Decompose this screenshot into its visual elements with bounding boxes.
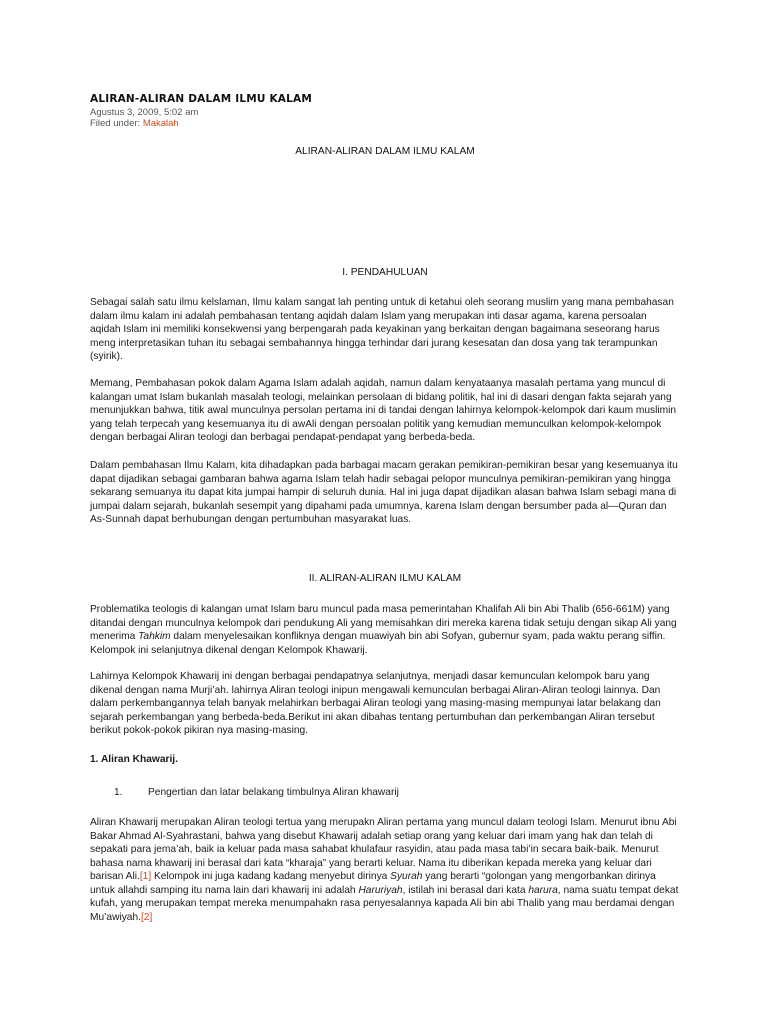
paragraph-6 bbox=[90, 816, 680, 924]
footnote-link-2[interactable]: [2] bbox=[140, 911, 153, 923]
paragraph-6-italic-haruriyah: Haruriyah bbox=[358, 884, 403, 896]
paragraph-4-italic: Tahkim bbox=[138, 631, 171, 642]
paragraph-3: Dalam pembahasan Ilmu Kalam, kita dihadapkan pada barbagai macam gerakan pemikiran-pemikiran besar yang kesemuanya itu dapat dijadikan sebagai gambaran bahwa agama Islam telah hadir sebagai pelopor munculnya pemikiran-pemikiran yang hingga sekarang semuanya itu dapat kita jumpai hampir di seluruh dunia. Hal ini juga dapat dijadikan alasan bahwa Islam sebagi mana di jumpai dalam sejarah, bukanlah sesempit yang dipahami pada umumnya, karena Islam dengan bersumber pada al—Quran dan As-Sunnah dapat berhubungan dengan pertumbuhan masyarakat luas. bbox=[90, 460, 678, 525]
post-meta bbox=[90, 107, 198, 129]
footnote-link-1[interactable]: [1] bbox=[139, 871, 152, 882]
paragraph-2: Memang, Pembahasan pokok dalam Agama Islam adalah aqidah, namun dalam kenyataanya masalah pertama yang muncul di kalangan umat Islam bukanlah masalah teologi, melainkan persolaan di bidang politik, hal ini di dasari dengan fakta sejarah yang menunjukkan bahwa, titik awal munculnya persolan pertama ini di tandai dengan lahirnya kelompok-kelompok dari kaum muslimin yang telah terpecah yang kesemuanya itu di awAli dengan persoalan politik yang kemudian memunculkan kelompok-kelompok dengan berbagai Aliran teologi dan berbagai pendapat-pendapat yang berbeda-beda. bbox=[90, 378, 677, 443]
paragraph-6-italic-harura: harura bbox=[528, 884, 558, 896]
paragraph-4-text-a: Problematika teologis di kalangan umat Islam baru muncul pada masa pemerintahan Khalifah Ali bin Abi Thalib (656-661M) yang ditandai dengan munculnya kelompok dari pendukung Ali yang memisahkan diri mereka karena tidak setuju dengan sikap Ali yang menerima bbox=[90, 604, 677, 642]
paragraph-6-italic-syurah: Syurah bbox=[390, 871, 423, 882]
subheading-aliran-khawarij: 1. Aliran Khawarij. bbox=[90, 754, 178, 765]
section-heading-aliran: II. ALIRAN-ALIRAN ILMU KALAM bbox=[308, 573, 462, 584]
paragraph-4-text-b: dalam menyelesaikan konfliknya dengan muawiyah bin abi Sofyan, gubernur syam, pada waktu perang siffin. Kelompok ini selanjutnya dikenal dengan Kelompok Khawarij. bbox=[90, 631, 666, 656]
list-number: 1. bbox=[114, 787, 123, 798]
paragraph-4 bbox=[90, 603, 680, 657]
list-item-text: Pengertian dan latar belakang timbulnya Aliran khawarij bbox=[148, 787, 399, 798]
post-title: ALIRAN-ALIRAN DALAM ILMU KALAM bbox=[90, 93, 312, 105]
paragraph-6-text-a: Aliran Khawarij merupakan Aliran teologi tertua yang merupakn Aliran pertama yang muncul dalam teologi Islam. Menurut ibnu Abi Bakar Ahmad Al-Syahrastani, bahwa yang disebut Khawarij adalah setiap orang yang keluar dari imam yang hak dan telah di sepakati para jema’ah, baik ia keluar pada masa sahabat khulafaur rasyidin, atau pada masa tabi’in secara baik-baik. Menurut bahasa nama khawarij ini berasal dari kata “kharaja” yang berarti keluar. Nama itu diberikan kepada mereka yang keluar dari barisan Ali. bbox=[90, 817, 677, 882]
paragraph-1: Sebagai salah satu ilmu kelslaman, Ilmu kalam sangat lah penting untuk di ketahui oleh seorang muslim yang mana pembahasan dalam ilmu kalam ini adalah pembahasan tentang aqidah dalam Islam yang merupakan inti dasar agama, karena persoalan aqidah Islam ini memiliki konsekwensi yang berpengarah pada keyakinan yang berkaitan dengan bagaimana seseorang harus meng interpretasikan tuhan itu sebagai sembahannya hingga terhindar dari jurang kesesatan dan dosa yang tak terampunkan (syirik). bbox=[90, 297, 674, 362]
document-title: ALIRAN-ALIRAN DALAM ILMU KALAM bbox=[295, 146, 475, 157]
paragraph-5: Lahirnya Kelompok Khawarij ini dengan berbagai pendapatnya selanjutnya, menjadi dasar kemunculan kelompok baru yang dikenal dengan nama Murji’ah. lahirnya Aliran teologi inipun mengawali kemunculan berbagai Aliran-Aliran teologi lainnya. Dan dalam perkembangannya telah banyak melahirkan berbagai Aliran teologi yang masing-masing mempunyai latar belakang dan sejarah perkembangan yang berbeda-beda.Berikut ini akan dibahas tentang pertumbuhan dan perkembangan Aliran tersebut berikut pokok-pokok pikiran nya masing-masing. bbox=[90, 671, 661, 736]
paragraph-6-text-d: , istilah ini berasal dari kata bbox=[402, 884, 529, 896]
post-date: Agustus 3, 2009, 5:02 am bbox=[90, 107, 199, 118]
section-heading-pendahuluan: I. PENDAHULUAN bbox=[342, 267, 428, 278]
filed-under-label: Filed under: bbox=[90, 118, 141, 129]
paragraph-6-text-e: , nama suatu tempat dekat kufah, yang merupakan tempat mereka menumpahakn rasa penyesalannya kapada Ali bin abi Thalib yang mau berdamai dengan Mu’awiyah. bbox=[90, 884, 679, 923]
paragraph-6-text-c: yang berarti “golongan yang mengorbankan dirinya untuk allahdi samping itu nama lain dari khawarij ini adalah bbox=[90, 871, 656, 896]
paragraph-6-text-b: Kelompok ini juga kadang kadang menyebut dirinya bbox=[151, 871, 391, 882]
list-item bbox=[114, 786, 399, 800]
category-link[interactable]: Makalah bbox=[142, 118, 179, 129]
post-category bbox=[90, 118, 198, 129]
